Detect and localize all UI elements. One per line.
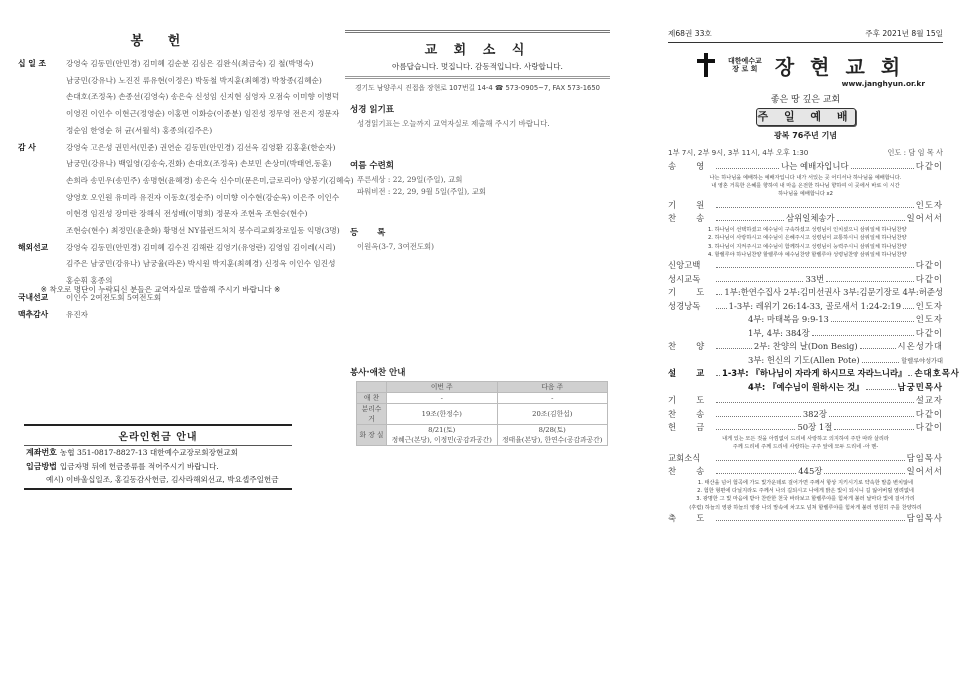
dot-leader [812,328,914,336]
worship-item-person: 인도자 [915,314,943,325]
lyrics-line: 4. 할렐루야 하나님찬양 할렐루야 예수님찬양 할렐루야 성령님찬양 삼위일체 하나님찬양 [708,251,907,258]
worship-item-content: 4부: 마태복음 9:9-13 [748,314,829,325]
row-label: 분리수거 [357,404,387,425]
offering-category: 감 사 [18,142,36,152]
dot-leader [851,161,914,169]
dot-leader [829,409,914,417]
offering-names: 조현승(현수) 최정민(윤춘화) 황명선 NY블런드처치 봉수리교회장로일동 익명(3명) [66,226,340,236]
offering-category: 맥추감사 [18,309,49,319]
offering-names: 홍순휘 홍종의 [66,276,113,286]
cell [497,425,608,446]
lyrics-line: 하나님을 예배합니다 x2 [778,191,833,198]
offering-category [18,89,64,106]
news-subtitle: 아름답습니다. 멋집니다. 감동적입니다. 사랑합니다. [345,61,610,79]
cell-date: 8/21(토) [428,426,456,434]
dot-leader [716,287,722,295]
worship-item-name: 설교 [668,368,725,379]
worship-item-content: 3부: 헌신의 기도(Allen Pote) [748,354,860,365]
account-number: 농협 351-0817-8827-13 대한예수교장로회장현교회 [59,448,238,457]
worship-item-person: 다같이 [915,260,943,271]
offering-category [18,206,64,223]
offering-row [18,89,340,106]
service-times-line [668,148,943,158]
offering-names: 양영호 오인원 유미라 유진자 이동호(정순주) 이미향 이수현(강순옥) 이은주 이인수 [66,192,340,202]
retreat-line: 푸른세상 : 22, 29일(주일), 교회 [357,175,463,184]
dot-leader [716,453,905,461]
dot-leader [866,382,896,390]
row-label: 화 장 실 [357,425,387,446]
offering-names: 이영진 이인수 이현근(정영순) 이홍면 이화승(이종분) 임진성 정무영 전은지 정문자 [66,109,340,119]
dot-leader [716,200,914,208]
lyrics-line: 1. 하나님이 선택하셨고 예수님이 구속하셨고 성령님이 인치셨으니 삼위일체 하나님찬양 [708,226,907,233]
dot-leader [716,513,905,521]
worship-item-person: 남궁민목사 [897,381,943,392]
worship-item-name: 신앙고백 [668,260,701,271]
dot-leader [716,301,727,309]
offering-names: 남궁민(강유나) 노진진 류유현(이정은) 박동철 박지훈(최혜경) 박창종(김혜순) [66,75,322,85]
registration-section [350,226,605,253]
denomination-line: 대한예수교 [727,57,762,65]
service-section [350,366,605,446]
cell-names: 정태율(본당), 한연수(공감과공간) [502,436,603,444]
dot-leader [908,368,912,376]
cell-date: 8/28(토) [538,426,566,434]
lyrics-line: 주께 드리네 주께 드리네 사랑하는 구주 앞에 모두 드리네 -아 멘- [732,444,879,451]
worship-item-name: 송영 [668,161,725,171]
worship-item [668,465,943,479]
offering-names: 남궁민(강유나) 백일영(김송숙,진화) 손대호(조정옥) 손보민 손상미(박태연,동훈) [66,159,332,169]
lyrics-line: 3. 광명한 그 빛 마음에 받아 찬란한 천국 바라보고 할렐루야를 힘차게 불러 날마다 빛에 걸어가리 [696,496,915,503]
offering-names: 정순임 한영순 허 균(서월석) 홍종의(김주은) [66,125,213,135]
dot-leader [716,341,752,349]
offering-category [18,123,64,140]
denomination-line: 장 로 회 [732,65,758,73]
worship-item-person: 다같이 [915,273,943,284]
dot-leader [716,422,795,430]
worship-item-content: 1-3부: 『하나님이 자라게 하시므로 자라느니라』 [722,368,907,379]
lyrics-line: 내게 있는 모든 것을 아낌없이 드리네 사랑하고 의지하여 주만 따라 살리라 [722,435,889,442]
worship-item-name: 기도 [668,287,725,298]
worship-item-name: 기원 [668,199,725,210]
registration-title: 등 록 [350,228,394,238]
worship-item [668,408,943,422]
offering-row [18,206,308,223]
worship-item-name: 찬송 [668,213,725,224]
worship-item-content: 삼위일체송가 [786,213,835,224]
cell: - [387,393,498,404]
worship-item-name: 교회소식 [668,452,701,463]
offering-names: 유진자 [66,309,89,319]
offering-row [18,140,336,157]
table-header: 이번 주 [387,382,498,393]
dot-leader [716,409,801,417]
worship-item-person: 다같이 [915,408,944,419]
worship-item-content: 1부:한연수집사 2부:김미선권사 3부:김문기장로 4부:허준성 [724,287,943,298]
dot-leader [716,274,803,282]
order-of-worship [668,160,960,526]
church-url: www.janghyun.or.kr [841,79,925,88]
service-times: 1부 7시, 2부 9시, 3부 11시, 4부 오후 1:30 [668,148,809,157]
denomination [727,57,763,73]
cell: 19조(한정수) [387,404,498,425]
offering-row [18,123,303,140]
worship-item-content: 1-3부: 레위기 26:14-33, 골로새서 1:24-2:19 [728,300,902,311]
worship-item-person: 담임목사 [906,513,943,524]
lyrics-line: 내 영혼 거룩한 은혜를 향하여 내 마음 온전한 하나님 향하여 이 곳에서 바로 이 시간 [711,182,900,189]
cell-names: 정혜근(본당), 이정민(공감과공간) [391,436,492,444]
lyrics-line: 1. 태산을 넘어 험곡에 가도 빛가운데로 걸어가면 주께서 항상 지키시기로 약속한 말씀 변치않네 [697,479,914,486]
online-offering-box [24,424,292,490]
offering-names: 이인수 2여전도회 5여전도회 [66,292,162,302]
dot-leader [831,314,914,322]
worship-item-person: 인도자 [915,199,943,210]
dot-leader [716,260,914,268]
worship-item-name: 성경낭독 [668,300,701,311]
lyrics-line: 3. 하나님이 지켜주시고 예수님이 함께하시고 성령님이 능력주시니 삼위일체 하나님찬양 [708,243,907,250]
dot-leader [826,274,913,282]
omission-note: ※ 착오로 명단이 누락되신 분들은 교역자실로 말씀해 주시기 바랍니다 ※ [40,285,281,294]
offering-row [18,240,336,257]
bulletin-date: 주후 2021년 8월 15일 [865,29,943,38]
offering-category [18,256,64,273]
offering-row [18,73,322,90]
offering-category: 십 일 조 [18,59,47,68]
lyrics-line: 나는 하나님을 예배하는 예배자입니다 내가 서있는 곳 어디서나 하나님을 예배합니다. [709,174,902,181]
offering-names: 강영숙 김동민(안민경) 김미혜 김수진 김해란 김영기(유영란) 김영임 김이레(시리) [66,242,336,252]
worship-item-person: 담임목사 [906,452,943,463]
bible-reading-section [350,103,605,130]
worship-item-person: 설교자 [915,395,943,406]
worship-item-content: 나는 예배자입니다 [781,161,849,171]
dot-leader [716,466,796,474]
dot-leader [824,466,904,474]
worship-item-content: 50장 1절 [797,422,833,433]
offering-row [18,106,340,123]
worship-item [668,273,943,287]
online-offering-title: 온라인헌금 안내 [24,426,292,446]
method-example: 예시) 이바울십일조, 홍길동감사헌금, 김사라해외선교, 박요셉주일헌금 [46,475,279,484]
dot-leader [860,341,896,349]
offering-row [18,190,340,207]
worship-item-content: 382장 [802,408,827,419]
worship-item-name: 축도 [668,513,725,524]
worship-leader: 인도 : 담 임 목 사 [887,148,943,157]
cell: - [497,393,608,404]
dot-leader [716,213,784,221]
dot-leader [716,368,720,376]
table-header [357,382,387,393]
worship-item [668,354,943,368]
dot-leader [837,213,905,221]
news-header [345,30,610,92]
worship-item-content: 33번 [805,273,825,284]
offering-category: 국내선교 [18,292,49,302]
worship-item-person: 다같이 [915,327,943,338]
offering-names: 김주은 남궁민(강유나) 남궁율(라온) 박시원 박지훈(최혜경) 신정옥 이인수 임진성 [66,259,336,269]
offering-category [18,106,64,123]
bible-reading-title: 성경 읽기표 [350,105,395,115]
method-label: 입금방법 [26,462,57,471]
worship-item [668,452,943,466]
cross-icon [695,53,717,77]
bible-reading-text: 성경읽기표는 오늘까지 교역자실로 제출해 주시기 바랍니다. [357,119,550,128]
method-line [24,460,292,474]
offering-row [18,307,303,324]
row-label: 애 찬 [357,393,387,404]
worship-item-person: 시온성가대 [897,341,943,352]
worship-item [668,259,943,273]
offering-row [18,156,332,173]
worship-item-person: 다같이 [915,422,944,433]
worship-item [668,421,943,435]
bulletin-header [668,28,943,43]
cell: 20조(김한섭) [497,404,608,425]
offering-names: 이현경 임진성 장미란 장해식 전성배(이명희) 정문자 조현옥 조현승(현수) [66,209,308,219]
offering-row [18,223,340,240]
worship-item-content: 445장 [798,466,823,477]
offering-row [18,56,314,73]
worship-item [668,313,943,327]
retreat-line: 파워비전 : 22, 29, 9월 5일(주일), 교회 [357,187,487,196]
offering-category [18,173,64,190]
worship-item [668,340,943,354]
offering-row [18,256,336,273]
lyrics-line: 2. 하나님이 사랑하시고 예수님이 은혜주시고 성령님이 교통하시니 삼위일체 하나님찬양 [708,235,907,242]
worship-item [668,199,943,213]
worship-item-content: 1부, 4부: 384장 [748,327,810,338]
church-logo [668,53,943,77]
offering-names: 손희라 송민우(송민주) 송명현(윤혜경) 송은숙 신수미(문은미,글로리아) 양봉기(김혜숙) [66,175,354,185]
offering-names: 강영숙 김동민(안민경) 김미혜 김순분 김심은 김완식(최금숙) 김 철(박명숙) [66,59,314,68]
worship-item [668,286,943,300]
worship-item [668,212,943,226]
dot-leader [716,395,914,403]
offering-category [18,156,64,173]
worship-theme: 광복 76주년 기념 [773,131,838,140]
church-motto: 좋은 땅 깊은 교회 [770,95,841,105]
worship-item [668,381,943,395]
worship-item-person: 인도자 [915,300,944,311]
worship-title: 주 일 예 배 [756,108,856,126]
table-header-row [357,382,608,393]
dot-leader [834,422,913,430]
account-line [24,446,292,460]
offering-names: 손대호(조정옥) 손종선(김영숙) 송은숙 신성임 신지현 심영자 오점숙 이미향 이병덕 [66,92,340,102]
worship-item [668,512,943,526]
worship-item-name: 찬송 [668,408,725,419]
offering-category [18,223,64,240]
dot-leader [716,161,779,169]
worship-item [668,300,943,314]
worship-item-name: 헌금 [668,422,725,433]
church-address: 경기도 남양주시 진접읍 장현로 107번길 14-4 ☎ 573-0905~7, FAX 573-1650 [354,84,600,92]
dot-leader [903,301,914,309]
worship-item [668,367,960,381]
worship-item [668,394,943,408]
method-text: 입금자명 뒤에 헌금종류를 적어주시기 바랍니다. [59,462,219,471]
worship-item-content: 2부: 찬양의 날(Don Besig) [753,341,858,352]
registration-text: 이원옥(3-7, 3여전도회) [357,242,435,251]
worship-item-name: 찬양 [668,341,725,352]
worship-item-content: 4부: 『예수님이 원하시는 것』 [748,381,864,392]
lyrics-line: 2. 험한 형편에 다닐지라도 주께서 나의 길되시고 나에게 밝은 빛이 되시니 길 잃어버릴 염려없네 [697,488,914,495]
lyrics-line: (후렴) 하늘의 영광 하늘의 영광 나의 맘속에 차고도 넘쳐 할렐루야를 힘차게 불러 영원히 주를 찬양하리 [689,504,922,511]
worship-item [668,327,943,341]
offering-title: 봉 헌 [130,34,191,49]
worship-item-person: 손대호목사 [914,368,960,379]
worship-item-person: 일어서서 [906,466,944,477]
service-title: 봉사·애찬 안내 [350,368,406,378]
worship-item-person: 다같이 [915,161,944,171]
worship-item-name: 찬송 [668,466,725,477]
volume-number: 제68권 33호 [668,29,712,38]
worship-item-name: 성시교독 [668,273,701,284]
account-label: 계좌번호 [26,448,57,457]
news-title: 교 회 소 식 [424,43,531,58]
service-table [356,381,608,446]
worship-item-person: 할렐루야성가대 [901,357,943,365]
table-row [357,393,608,404]
retreat-title: 여름 수련회 [350,161,395,171]
worship-order-panel [668,0,960,526]
worship-item-name: 기도 [668,395,725,406]
church-name: 장현교회 [774,54,917,79]
dot-leader [862,355,900,363]
church-news-panel [345,0,610,678]
worship-item-person: 일어서서 [906,213,944,224]
offering-category [18,73,64,90]
retreat-section [350,159,605,198]
offering-category [18,190,64,207]
cell [387,425,498,446]
table-row [357,404,608,425]
offering-row [18,173,354,190]
offering-panel [18,0,354,678]
table-row [357,425,608,446]
worship-item [668,160,943,174]
table-header: 다음 주 [497,382,608,393]
offering-category: 해외선교 [18,242,49,252]
offering-names: 강영숙 고은성 권민서(민준) 권연순 김동민(안민경) 김선옥 김영환 김홍훈(한순자) [66,142,336,152]
